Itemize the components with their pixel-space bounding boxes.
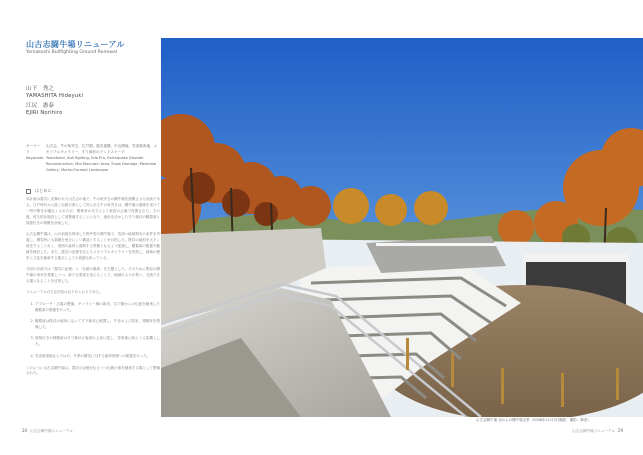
running-head-left: 山古志闘牛場リニューアル	[30, 429, 73, 433]
keywords-label-en: Keywords：	[26, 155, 47, 160]
folio-left	[22, 428, 76, 434]
page-number-left: 20	[22, 428, 28, 433]
square-bullet-icon	[26, 189, 31, 194]
list-item: 2. 観覧席は既存の地形に沿ってすり鉢状に配置し，牛舎および控室，桟敷席を整備した。	[35, 319, 160, 331]
paragraph-4: リニューアルの主な内容は以下のとおりである。	[26, 290, 103, 295]
page-number-right: 29	[617, 428, 623, 433]
article-subtitle: Yamakoshi Bullfighting Ground Renewal	[26, 50, 118, 55]
photo-caption: 山古志闘牛場 北からの闘牛場全景（2008年11月3日撮影，撮影：筆者）	[476, 418, 591, 422]
renewal-list	[26, 302, 160, 360]
author-1	[26, 86, 83, 100]
author-1-name: 山下 秀之	[26, 86, 54, 92]
list-item: 3. 屋根付きの桟敷席はすり鉢状の客席の上部に配し，雪荷重に耐えうる架構とした。	[35, 336, 160, 348]
paragraph-3: 今回の計画では「震災の記憶」と「伝統の継承」を主題とした。そのために既存の闘牛場の形状を尊重しつつ，新たな要素を加えることで，地域の人々が集い，交流できる場となることを目指した。	[26, 267, 160, 283]
list-item: 1. アプローチ・広場の整備，ギャラリー棟の新設，江戸期からの伝統を継承した観覧席の整備を行った。	[35, 302, 160, 314]
list-item: 4. 雪害被害地ならではの，冬季の積雪に対する維持管理への配慮を行った。	[35, 354, 160, 360]
author-2-name: 江尻 憲泰	[26, 103, 54, 109]
running-head-right: 山古志闘牛場リニューアル	[572, 429, 615, 433]
keywords-value-ja: 山古志，牛の角突き，江戸期，震災復興，中山間地，雪害被害地，メモリアルギャラリー，すり鉢状のランドスケープ	[46, 144, 158, 154]
keywords-label-ja: キーワード：	[26, 144, 41, 154]
author-2-roman: EJIRI Norihiro	[26, 110, 63, 116]
author-2	[26, 103, 62, 117]
arena-photo	[161, 38, 643, 417]
author-1-roman: YAMASHITA Hideyuki	[26, 93, 84, 99]
body-text	[26, 197, 160, 383]
paragraph-5: このように山古志闘牛場は，震災の記憶を伝えつつ伝統行事を継承する場として整備された。	[26, 365, 160, 376]
paragraph-2: 山古志闘牛場は，山の斜面を利用した野外型の闘牛場で，雪深い地域特有の条件を考慮し，積雪時にも損傷を受けにくい構造とすることを目指した。既存の地形を大きく改変することなく，周囲の森林と調和する景観となるよう配慮し，観覧席の配置や動線を検討した。また，震災の記憶を伝えるメモリアルギャラリーを併設し，地域の歴史と文化を継承する拠点としての役割も担っている。	[26, 232, 160, 260]
keywords-value-en: Yamakoshi, Bull fighting, Edo Era, Earthquake Disaster Reconstruction, Mid-Mountain Area, Snow Damage, Memorial Gallery, Mortar-Formed Landscape	[46, 155, 157, 172]
folio-right	[569, 428, 623, 434]
keywords	[26, 144, 160, 174]
paragraph-1: 本計画は震災に見舞われた山古志の地で，牛の角突きの闘牛場を復興させる計画である。江戸時代から続く伝統行事として知られる牛の角突きは，闘牛場の損壊を受けて一時中断を余儀なくされたが，関係者の尽力により仮設の会場で再開された。その後，恒久的な施設として再整備することとなり，地形を活かしたすり鉢状の観覧席と屋根付きの桟敷を計画した。	[26, 197, 160, 225]
article-title: 山古志闘牛場リニューアル	[26, 40, 125, 49]
section-heading: はじめに	[26, 188, 52, 194]
